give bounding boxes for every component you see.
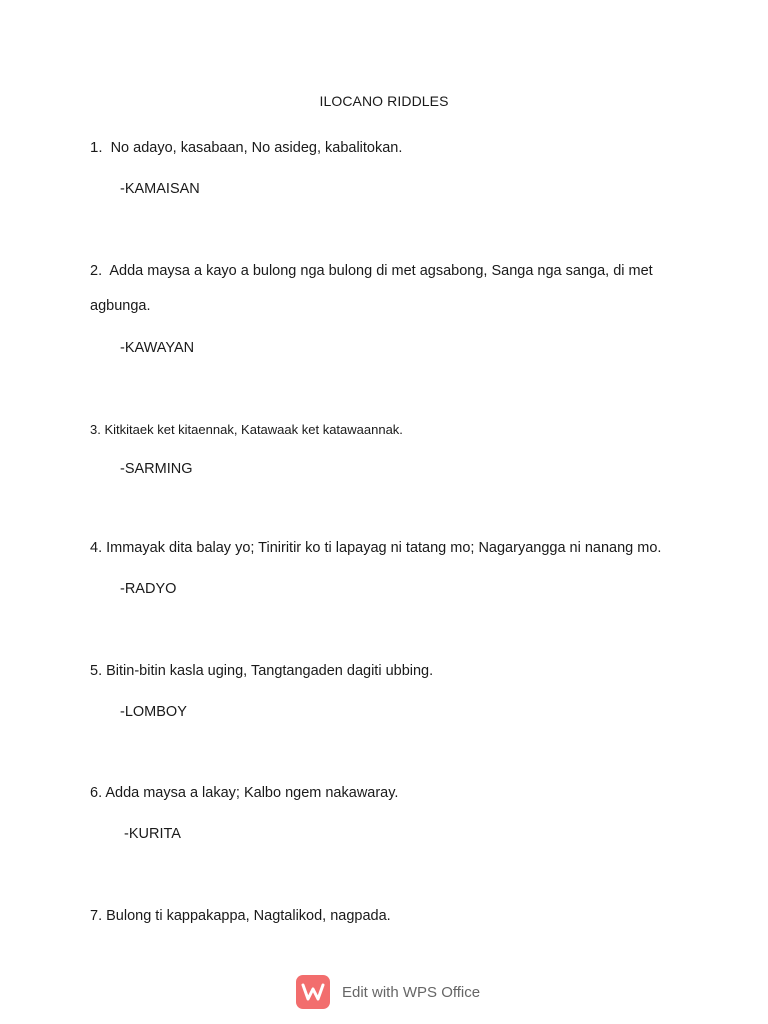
riddle-4 bbox=[90, 539, 661, 557]
riddle-2-answer: -KAWAYAN bbox=[120, 340, 195, 356]
riddle-text: Bulong ti kappakappa, Nagtalikod, nagpada. bbox=[106, 908, 391, 924]
wps-office-logo-icon bbox=[296, 975, 330, 1009]
document-title: ILOCANO RIDDLES bbox=[319, 93, 449, 109]
riddle-7 bbox=[90, 907, 391, 925]
riddle-number: 1. bbox=[90, 139, 103, 156]
riddle-number: 7. bbox=[90, 908, 103, 924]
riddle-number: 3. bbox=[90, 422, 101, 437]
riddle-text: No adayo, kasabaan, No asideg, kabalitokan. bbox=[110, 140, 403, 156]
footer-label: Edit with WPS Office bbox=[342, 983, 481, 1001]
riddle-number: 6. bbox=[90, 785, 103, 801]
wps-w-glyph-icon bbox=[301, 982, 325, 1002]
riddle-text: Adda maysa a kayo a bulong nga bulong di met agsabong, Sanga nga sanga, di met bbox=[109, 263, 653, 279]
riddle-3-answer: -SARMING bbox=[120, 461, 193, 477]
riddle-6 bbox=[90, 784, 398, 802]
riddle-number: 4. bbox=[90, 540, 103, 556]
riddle-2-continuation: agbunga. bbox=[90, 298, 151, 314]
riddle-text: Kitkitaek ket kitaennak, Katawaak ket katawaannak. bbox=[104, 422, 403, 437]
riddle-5-answer: -LOMBOY bbox=[120, 704, 187, 720]
riddle-1-answer: -KAMAISAN bbox=[120, 181, 200, 197]
riddle-number: 5. bbox=[90, 663, 103, 679]
riddle-6-answer: -KURITA bbox=[124, 826, 181, 842]
riddle-1 bbox=[90, 139, 402, 157]
edit-with-wps-office-button[interactable] bbox=[296, 974, 480, 1010]
riddle-text: Bitin-bitin kasla uging, Tangtangaden dagiti ubbing. bbox=[106, 663, 434, 679]
riddle-4-answer: -RADYO bbox=[120, 581, 177, 597]
riddle-5 bbox=[90, 662, 433, 680]
riddle-number: 2. bbox=[90, 263, 103, 279]
riddle-3 bbox=[90, 421, 403, 439]
riddle-text: Adda maysa a lakay; Kalbo ngem nakawaray. bbox=[105, 785, 399, 801]
riddle-2 bbox=[90, 262, 653, 280]
riddle-text: Immayak dita balay yo; Tiniritir ko ti lapayag ni tatang mo; Nagaryangga ni nanang mo. bbox=[106, 540, 662, 556]
